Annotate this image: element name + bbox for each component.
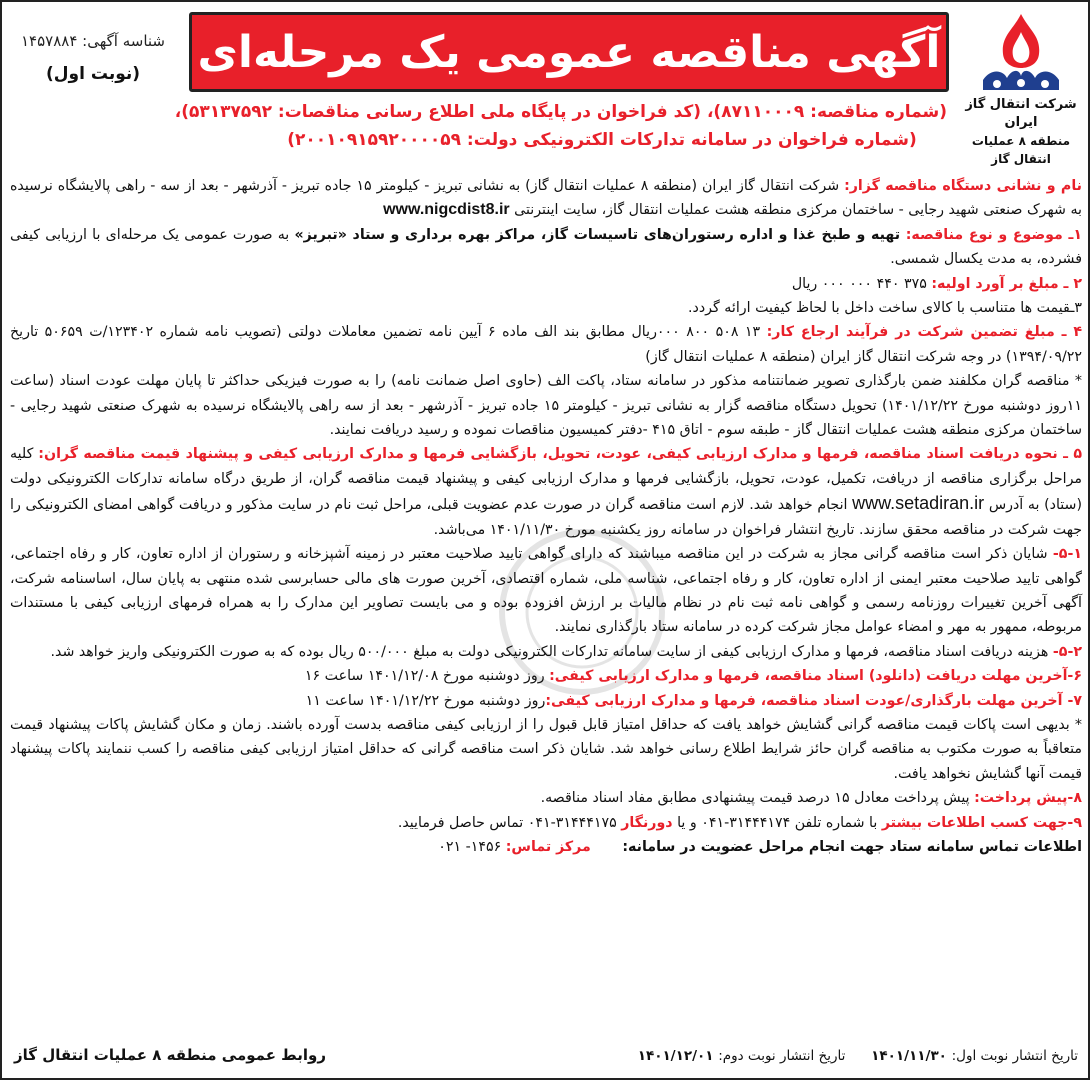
- organizer-paragraph: [10, 174, 1082, 223]
- title-banner: [189, 12, 949, 92]
- setad-link[interactable]: www.setadiran.ir: [852, 493, 985, 514]
- fax-label: دورنگار: [621, 814, 673, 831]
- upload-deadline-label: ۷- آخرین مهلت بارگذاری/عودت اسناد مناقصه، فرمها و مدارک ارزیابی کیفی:: [545, 692, 1082, 709]
- company-name: شرکت انتقال گاز ایران: [965, 97, 1077, 130]
- prepayment-text: پیش پرداخت معادل ۱۵ درصد قیمت پیشنهادی مطابق مفاد اسناد مناقصه.: [540, 790, 975, 807]
- subject-text: به صورت عمومی یک مرحله‌ای با ارزیابی کیفی فشرده، به مدت یکسال شمسی.: [10, 226, 1082, 268]
- procedure-text-a: کلیه مراحل برگزاری مناقصه از دریافت، تکمیل، عودت، تحویل، بازگشایی فرمها و مدارک ارزیابی کیفی و پیشنهاد قیمت مناقصه گران، از طریق درگاه سامانه تدارکات الکترونیکی دولت (ستاد) به آدرس: [10, 446, 1082, 514]
- first-pub-date: ۱۴۰۱/۱۱/۳۰: [871, 1048, 952, 1064]
- subject-label: ۱ـ موضوع و نوع مناقصه:: [905, 226, 1083, 243]
- prepayment-label: ۸-پیش پرداخت:: [974, 790, 1082, 807]
- publication-dates: [638, 1048, 1078, 1064]
- company-logo: [957, 10, 1085, 166]
- pricing-paragraph: ۳ـقیمت ها متناسب با کالای ساخت داخل با لحاظ کیفیت ارائه گردد.: [688, 300, 1082, 317]
- second-pub-label: تاریخ انتشار نوبت دوم:: [718, 1048, 846, 1064]
- estimate-value: ۳۷۵ ۴۴۰ ۰۰۰ ۰۰۰ ریال: [791, 275, 932, 292]
- subject-paragraph: [10, 223, 1082, 272]
- fee-label: ۵-۲-: [1052, 643, 1082, 660]
- tender-numbers-line1: (شماره مناقصه: ۸۷۱۱۰۰۰۹)، (کد فراخوان در پایگاه ملی اطلاع رسانی مناقصات: ۵۳۱۳۷۵۹۲)،: [174, 102, 947, 122]
- guarantee-paragraph: [10, 320, 1082, 369]
- setad-contact-label: اطلاعات تماس سامانه ستاد جهت انجام مراحل عضویت در سامانه:: [622, 838, 1082, 855]
- fax-number: ۳۱۴۴۴۱۷۵-۰۴۱ تماس حاصل فرمایید.: [397, 814, 622, 831]
- company-region: منطقه ۸ عملیات انتقال گاز: [971, 134, 1071, 166]
- tender-numbers: [174, 98, 947, 154]
- qualification-text: شایان ذکر است مناقصه گرانی مجاز به شرکت در این مناقصه میباشند که دارای گواهی تایید صلاحیت معتبر در زمینه آشپزخانه و رستوران از اداره تعاون، کار و رفاه اجتماعی، گواهی تایید صلاحیت معتبر ایمنی از اداره تعاون، کار و رفاه اجتماعی، شناسه ملی، شماره اقتصادی، آخرین صورت های مالی حسابرسی شده منتهی به پایان سال، اساسنامه شرکت، آگهی آخرین تغییرات روزنامه رسمی و گواهی نامه ثبت نام در نظام مالیات بر ارزش افزوده بوده و می بایست تصاویر این مدارک را به همراه فرمهای ارزیابی کیفی با مستندات مربوطه، ممهور به مهر و امضاء عوامل مجاز شرکت کرده در سامانه ستاد بارگذاری نمایند.: [10, 546, 1082, 636]
- download-deadline-value: روز دوشنبه مورخ ۱۴۰۱/۱۲/۰۸ ساعت ۱۶: [304, 668, 550, 685]
- contact-label: ۹-جهت کسب اطلاعات بیشتر: [881, 814, 1082, 831]
- qualification-label: ۵-۱-: [1052, 546, 1082, 563]
- first-pub-label: تاریخ انتشار نوبت اول:: [951, 1048, 1078, 1064]
- fee-text: هزینه دریافت اسناد مناقصه، فرمها و مدارک ارزیابی کیفی از سایت سامانه تدارکات الکترونیکی دولت به مبلغ ۵۰۰/۰۰۰ ریال بوده که به صورت الکترونیکی واریز خواهد شد.: [50, 643, 1053, 660]
- contact-phone: با شماره تلفن ۳۱۴۴۴۱۷۴-۰۴۱ و یا: [672, 814, 882, 831]
- download-deadline-label: ۶-آخرین مهلت دریافت (دانلود) اسناد مناقصه، فرمها و مدارک ارزیابی کیفی:: [549, 668, 1082, 685]
- estimate-label: ۲ ـ مبلغ بر آورد اولیه:: [931, 275, 1082, 292]
- tender-numbers-line2: (شماره فراخوان در سامانه تدارکات الکترونیکی دولت: ۲۰۰۱۰۹۱۵۹۲۰۰۰۰۵۹): [287, 130, 917, 150]
- setad-contact-paragraph: [10, 835, 1082, 859]
- call-center-number: ۱۴۵۶- ۰۲۱: [438, 838, 506, 855]
- procedure-text-b: انجام خواهد شد. لازم است مناقصه گران در صورت عدم عضویت قبلی، مراحل ثبت نام در سایت مذکور و دریافت گواهی امضای الکترونیکی را جهت شرکت در مناقصه محقق سازند. تاریخ انتشار فراخوان در سامانه روز یکشنبه مورخ ۱۴۰۱/۱۱/۳۰ می‌باشد.: [10, 497, 1082, 538]
- website-link[interactable]: www.nigcdist8.ir: [383, 201, 510, 219]
- ad-body: [10, 174, 1082, 859]
- contact-paragraph: [10, 811, 1082, 835]
- procedure-paragraph: [10, 442, 1082, 542]
- signature: روابط عمومی منطقه ۸ عملیات انتقال گاز: [14, 1046, 326, 1064]
- publication-turn: (نوبت اول): [45, 64, 141, 84]
- guarantee-text: ۱۳ ۵۰۸ ۸۰۰ ۰۰۰ریال مطابق بند الف ماده ۶ آیین نامه تضمین معاملات دولتی (تصویب نامه شماره ۱۲۳۴۰۲/ت ۵۰۶۵۹ تاریخ ۱۳۹۴/۰۹/۲۲) در وجه شرکت انتقال گاز ایران (منطقه ۸ عملیات انتقال گاز): [10, 324, 1082, 365]
- organizer-label: نام و نشانی دستگاه مناقصه گزار:: [844, 178, 1082, 194]
- flame-logo-icon: [973, 10, 1069, 96]
- guarantee-label: ۴ ـ مبلغ تضمین شرکت در فرآیند ارجاع کار:: [766, 324, 1083, 341]
- prepayment-paragraph: [10, 786, 1082, 810]
- call-center-label: مرکز تماس:: [505, 838, 591, 855]
- upload-deadline-paragraph: [10, 689, 1082, 713]
- ad-meta: [8, 32, 178, 84]
- upload-deadline-value: روز دوشنبه مورخ ۱۴۰۱/۱۲/۲۲ ساعت ۱۱: [305, 692, 546, 709]
- procedure-label: ۵ ـ نحوه دریافت اسناد مناقصه، فرمها و مدارک ارزیابی کیفی، عودت، تحویل، بازگشایی فرمها و مدارک ارزیابی کیفی و پیشنهاد قیمت مناقصه گران:: [38, 446, 1082, 463]
- opening-note: * بدیهی است پاکات قیمت مناقصه گرانی گشایش خواهد یافت که حداقل امتیاز قابل قبول را از ارزیابی کیفی مناقصه بدست آورده باشند. زمان و مکان گشایش پاکات پیشنهاد قیمت متعاقباً به صورت مکتوب به مناقصه گران حائز شرایط اطلاع رسانی خواهد شد. شایان ذکر است مناقصه گرانی که حداقل امتیاز ارزیابی کیفی مناقصه را کسب ننمایند پاکات پیشنهاد قیمت آنها گشایش نخواهد یافت.: [10, 716, 1082, 782]
- guarantee-note: * مناقصه گران مکلفند ضمن بارگذاری تصویر ضمانتنامه مذکور در سامانه ستاد، پاکت الف (حاوی اصل ضمانت نامه) را به صورت فیزیکی حداکثر تا پایان مهلت عودت اسناد (ساعت ۱۱روز دوشنبه مورخ ۱۴۰۱/۱۲/۲۲) تحویل دستگاه مناقصه گزار به نشانی تبریز - کیلومتر ۱۵ جاده تبریز - آذرشهر - بعد از سه راهی پالایشگاه نرسیده به شهرک صنعتی شهید رجایی - ساختمان مرکزی منطقه هشت عملیات انتقال گاز - طبقه سوم - اتاق ۴۱۵ -دفتر کمیسیون مناقصات نموده و رسید دریافت نمایند.: [10, 373, 1083, 439]
- estimate-paragraph: [10, 272, 1082, 296]
- ad-id: شناسه آگهی: ۱۴۵۷۸۸۴: [21, 32, 165, 50]
- subject-title: تهیه و طبخ غذا و اداره رستوران‌های تاسیسات گاز، مراکز بهره برداری و ستاد «تبریز»: [294, 226, 906, 243]
- second-pub-date: ۱۴۰۱/۱۲/۰۱: [637, 1048, 719, 1064]
- page-title: آگهی مناقصه عمومی یک مرحله‌ای: [197, 26, 941, 78]
- qualification-paragraph: [10, 542, 1082, 640]
- fee-paragraph: [10, 640, 1082, 664]
- organizer-text: شرکت انتقال گاز ایران (منطقه ۸ عملیات انتقال گاز) به نشانی تبریز - کیلومتر ۱۵ جاده تبریز - آذرشهر - بعد از سه - راهی پالایشگاه نرسیده به شهرک صنعتی شهید رجایی - ساختمان مرکزی منطقه هشت عملیات انتقال گاز، سایت اینترنتی: [10, 178, 1082, 219]
- download-deadline-paragraph: [10, 664, 1082, 688]
